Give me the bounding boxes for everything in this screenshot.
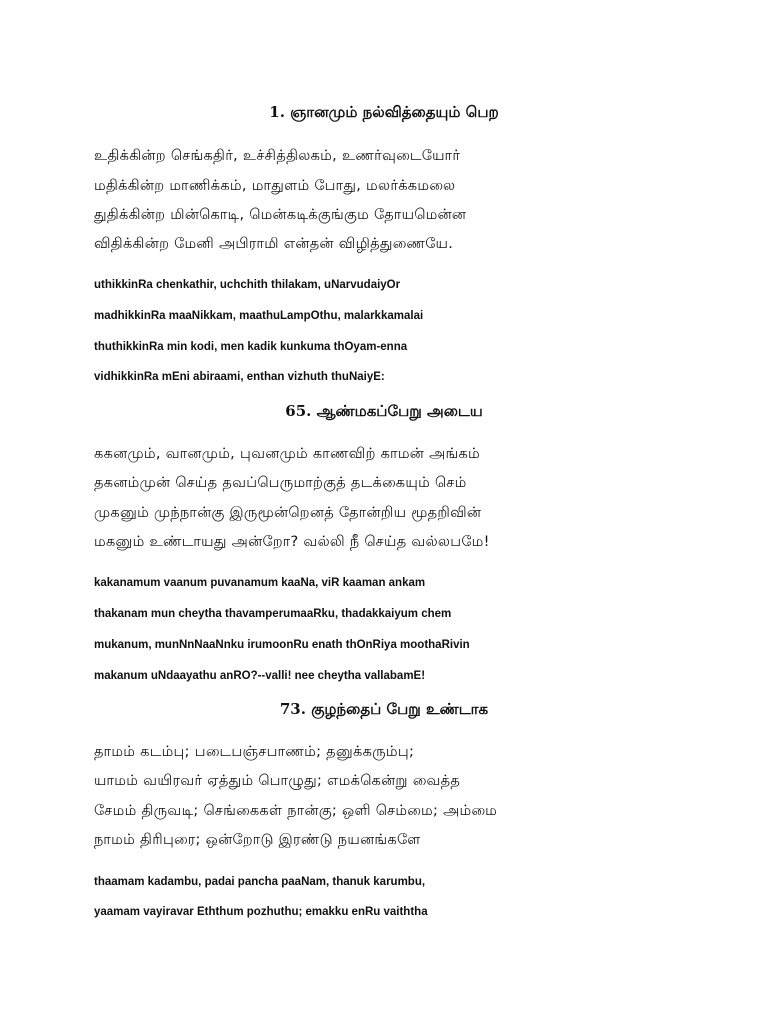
transliteration-line: makanum uNdaayathu anRO?--valli! nee cheytha vallabamE! [94,670,426,682]
verse-line: நாமம் திரிபுரை; ஒன்றோடு இரண்டு நயனங்களே [94,832,421,848]
verse-line: முகனும் முந்நான்கு இருமூன்றெனத் தோன்றிய மூதறிவின் [94,505,482,521]
verse-line: ககனமும், வானமும், புவனமும் காணவிற் காமன் அங்கம் [94,446,481,462]
transliteration-line: thaamam kadambu, padai pancha paaNam, thanuk karumbu, [94,876,426,888]
verse-line: மதிக்கின்ற மாணிக்கம், மாதுளம் போது, மலர்க்கமலை [94,178,456,194]
transliteration-line: thakanam mun cheytha thavamperumaaRku, thadakkaiyum chem [94,608,452,620]
transliteration-line: thuthikkinRa min kodi, men kadik kunkuma thOyam-enna [94,341,408,353]
verse-line: துதிக்கின்ற மின்கொடி, மென்கடிக்குங்கும தோயமென்ன [94,207,467,223]
section-heading-73: 73. குழந்தைப் பேறு உண்டாக [279,700,489,718]
verse-line: உதிக்கின்ற செங்கதிர், உச்சித்திலகம், உணர்வுடையோர் [94,148,461,164]
verse-line: யாமம் வயிரவர் ஏத்தும் பொழுது; எமக்கென்று வைத்த [94,773,461,789]
section-heading-65: 65. ஆண்மகப்பேறு அடைய [285,402,483,420]
transliteration-line: madhikkinRa maaNikkam, maathuLampOthu, malarkkamalai [94,310,424,322]
transliteration-line: kakanamum vaanum puvanamum kaaNa, viR kaaman ankam [94,577,426,589]
verse-line: சேமம் திருவடி; செங்கைகள் நான்கு; ஒளி செம்மை; அம்மை [94,803,498,819]
transliteration-line: uthikkinRa chenkathir, uchchith thilakam, uNarvudaiyOr [94,279,401,291]
transliteration-line: mukanum, munNnNaaNnku irumoonRu enath thOnRiya moothaRivin [94,639,470,651]
transliteration-line: vidhikkinRa mEni abiraami, enthan vizhuth thuNaiyE: [94,371,385,383]
verse-line: மகனும் உண்டாயது அன்றோ? வல்லி நீ செய்த வல்லபமே! [94,534,490,550]
verse-line: தாமம் கடம்பு; படைபஞ்சபாணம்; தனுக்கரும்பு; [94,744,415,760]
verse-line: விதிக்கின்ற மேனி அபிராமி என்தன் விழித்துணையே. [94,236,454,252]
section-heading-1: 1. ஞானமும் நல்வித்தையும் பெற [269,103,499,121]
transliteration-line: yaamam vayiravar Eththum pozhuthu; emakku enRu vaiththa [94,906,428,918]
verse-line: தகனம்முன் செய்த தவப்பெருமாற்குத் தடக்கையும் செம் [94,475,467,491]
